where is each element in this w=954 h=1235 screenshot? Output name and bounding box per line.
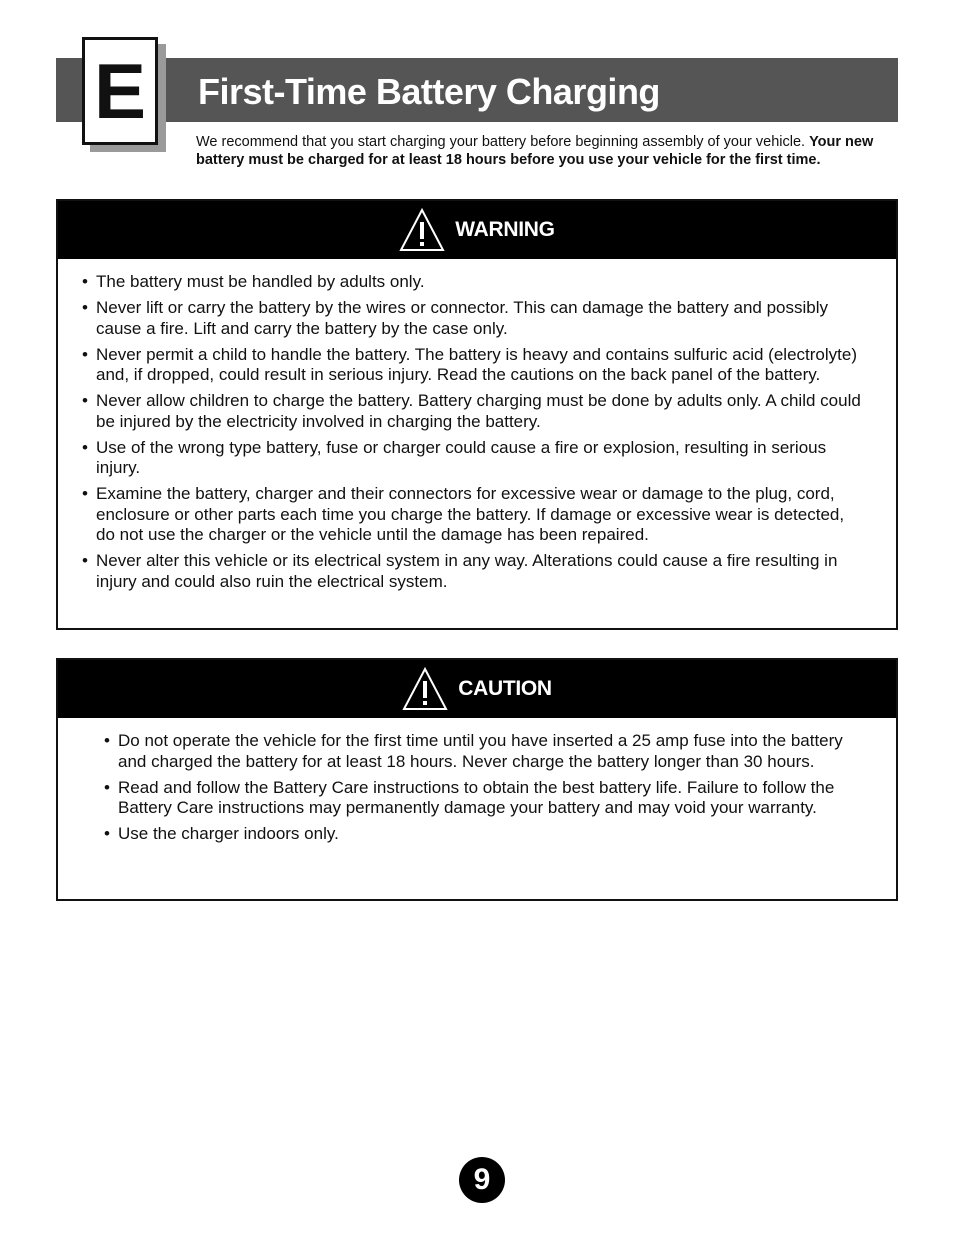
caution-list xyxy=(58,718,896,845)
warning-triangle-icon xyxy=(402,666,448,712)
intro-text: We recommend that you start charging your battery before beginning assembly of your vehicle. xyxy=(196,134,810,150)
page-number: 9 xyxy=(459,1157,505,1203)
page-title: First-Time Battery Charging xyxy=(198,71,660,112)
warning-item: • Use of the wrong type battery, fuse or charger could cause a fire or explosion, resulting in serious injury. xyxy=(82,438,866,479)
warning-item: • Never permit a child to handle the battery. The battery is heavy and contains sulfuric acid (electrolyte) and, if dropped, could result in serious injury. Read the cautions on the back panel of the battery. xyxy=(82,345,866,386)
caution-item: • Read and follow the Battery Care instructions to obtain the best battery life. Failure to follow the Battery Care instructions may permanently damage your battery and may void your warranty. xyxy=(104,778,868,819)
section-letter-box xyxy=(82,37,158,145)
warning-list xyxy=(58,259,896,592)
warning-item: • The battery must be handled by adults only. xyxy=(82,272,866,293)
caution-item: • Do not operate the vehicle for the first time until you have inserted a 25 amp fuse into the battery and charged the battery for at least 18 hours. Never charge the battery longer than 30 hours. xyxy=(104,731,868,772)
warning-triangle-icon xyxy=(399,207,445,253)
caution-header xyxy=(58,660,896,718)
intro-emphasis: Your new battery must be charged for at least 18 hours before you use your vehicle for the first time. xyxy=(196,134,874,168)
warning-header xyxy=(58,201,896,259)
warning-item: • Never allow children to charge the battery. Battery charging must be done by adults only. A child could be injured by the electricity involved in charging the battery. xyxy=(82,391,866,432)
warning-item: • Examine the battery, charger and their connectors for excessive wear or damage to the plug, cord, enclosure or other parts each time you charge the battery. If damage or excessive wear is detected, do not use the charger or the vehicle until the damage has been repaired. xyxy=(82,484,866,546)
warning-item: • Never alter this vehicle or its electrical system in any way. Alterations could cause a fire resulting in injury and could also ruin the electrical system. xyxy=(82,551,866,592)
warning-item: • Never lift or carry the battery by the wires or connector. This can damage the battery and possibly cause a fire. Lift and carry the battery by the case only. xyxy=(82,298,866,339)
section-letter: E xyxy=(93,47,147,135)
caution-label: CAUTION xyxy=(458,677,552,700)
caution-box xyxy=(56,658,898,901)
intro-paragraph xyxy=(196,134,886,169)
warning-label: WARNING xyxy=(455,218,555,241)
warning-box xyxy=(56,199,898,630)
caution-item: • Use the charger indoors only. xyxy=(104,824,868,845)
